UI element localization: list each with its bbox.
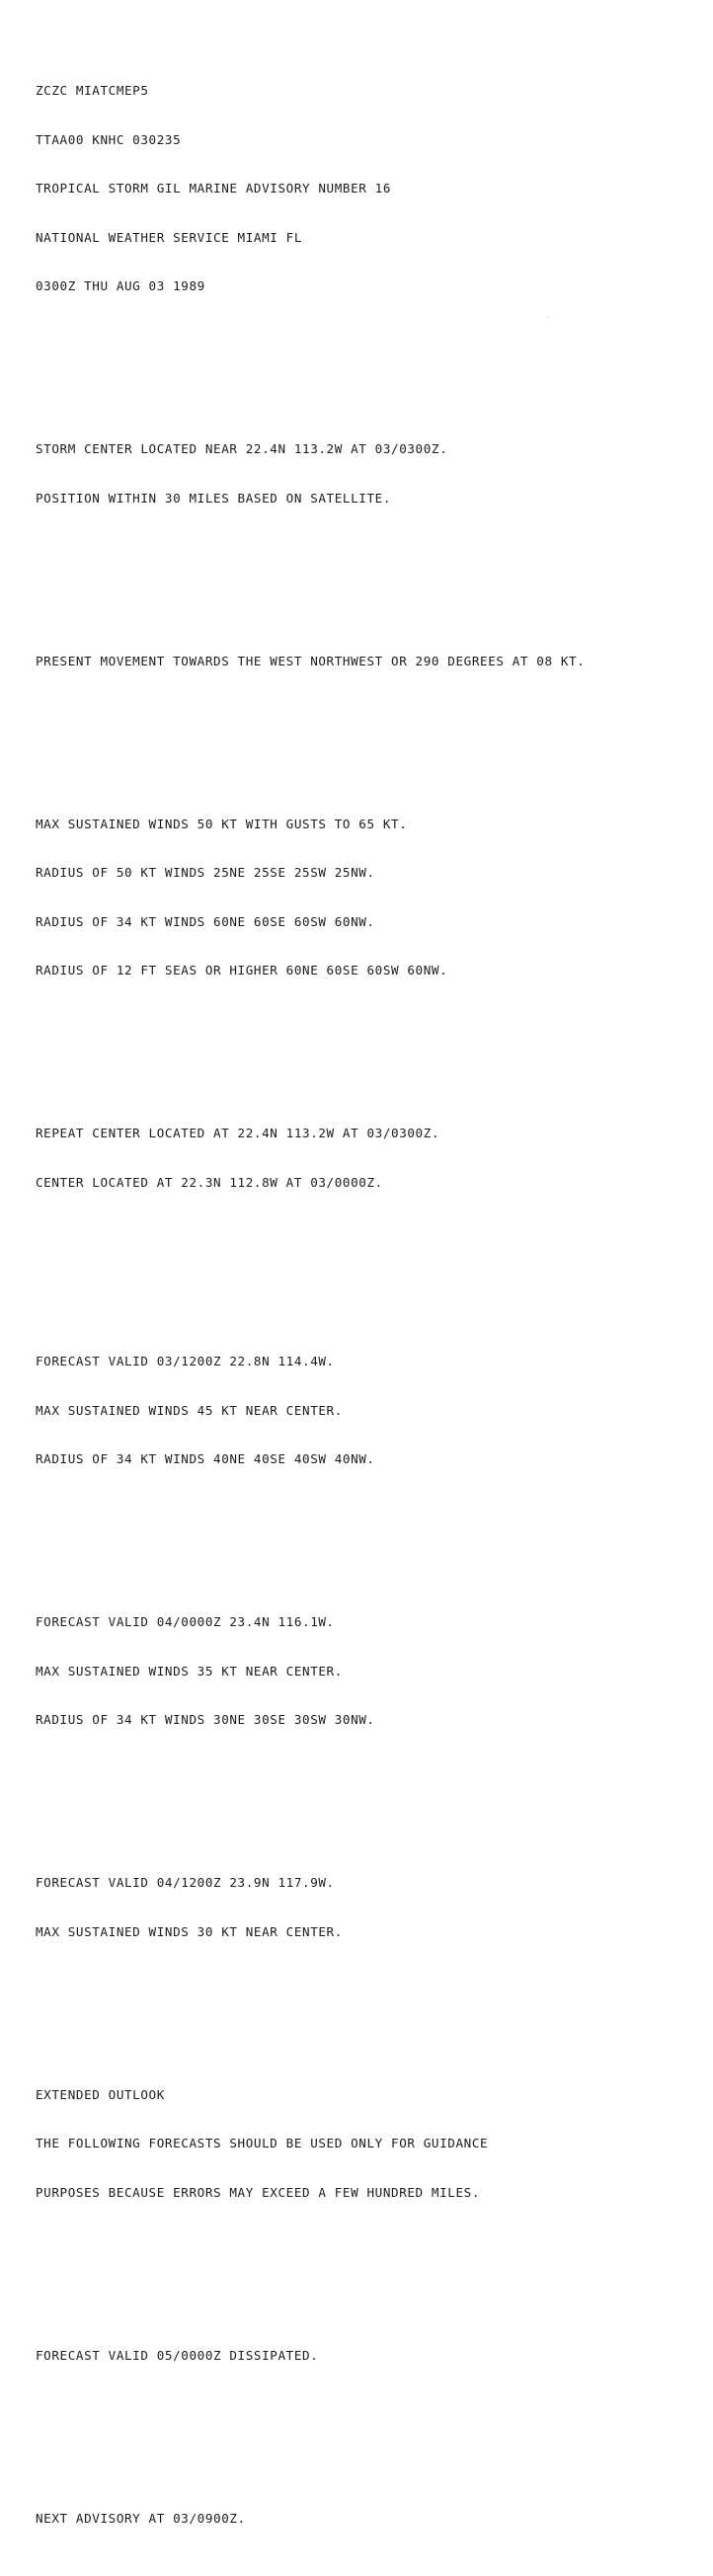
forecast-block bbox=[36, 2315, 711, 2397]
forecast-block bbox=[36, 1321, 711, 1501]
header-line: NATIONAL WEATHER SERVICE MIAMI FL bbox=[36, 229, 303, 245]
winds-line: MAX SUSTAINED WINDS 50 KT WITH GUSTS TO 65 KT. bbox=[36, 816, 408, 831]
issue-time: 0300Z THU AUG 03 1989 bbox=[36, 278, 205, 293]
movement-line: PRESENT MOVEMENT TOWARDS THE WEST NORTHWEST OR 290 DEGREES AT 08 KT. bbox=[36, 653, 586, 668]
outlook-line: PURPOSES BECAUSE ERRORS MAY EXCEED A FEW HUNDRED MILES. bbox=[36, 2184, 481, 2200]
next-advisory-line: NEXT ADVISORY AT 03/0900Z. bbox=[36, 2510, 246, 2526]
movement-block bbox=[36, 621, 711, 703]
header-block bbox=[36, 50, 711, 328]
forecast-block bbox=[36, 1842, 711, 1973]
center-line: STORM CENTER LOCATED NEAR 22.4N 113.2W AT 03/0300Z. bbox=[36, 441, 448, 456]
winds-line: RADIUS OF 50 KT WINDS 25NE 25SE 25SW 25NW. bbox=[36, 865, 375, 880]
winds-line: RADIUS OF 12 FT SEAS OR HIGHER 60NE 60SE 60SW 60NW. bbox=[36, 963, 448, 977]
repeat-block bbox=[36, 1093, 711, 1223]
outlook-heading: EXTENDED OUTLOOK bbox=[36, 2086, 165, 2102]
next-advisory-block bbox=[36, 2478, 711, 2560]
forecast-line: FORECAST VALID 03/1200Z 22.8N 114.4W. bbox=[36, 1354, 335, 1368]
forecast-line: FORECAST VALID 04/1200Z 23.9N 117.9W. bbox=[36, 1875, 335, 1890]
forecast-line: RADIUS OF 34 KT WINDS 30NE 30SE 30SW 30NW. bbox=[36, 1712, 375, 1727]
forecast-line: MAX SUSTAINED WINDS 45 KT NEAR CENTER. bbox=[36, 1402, 343, 1418]
winds-line: RADIUS OF 34 KT WINDS 60NE 60SE 60SW 60NW. bbox=[36, 913, 375, 929]
header-line: ZCZC MIATCMEP5 bbox=[36, 83, 149, 98]
repeat-line: REPEAT CENTER LOCATED AT 22.4N 113.2W AT 03/0300Z. bbox=[36, 1126, 440, 1140]
center-block bbox=[36, 409, 711, 539]
forecast-line: FORECAST VALID 05/0000Z DISSIPATED. bbox=[36, 2347, 319, 2363]
forecast-block bbox=[36, 1582, 711, 1761]
forecast-line: MAX SUSTAINED WINDS 35 KT NEAR CENTER. bbox=[36, 1663, 343, 1678]
winds-block bbox=[36, 784, 711, 1012]
outlook-line: THE FOLLOWING FORECASTS SHOULD BE USED ONLY FOR GUIDANCE bbox=[36, 2136, 489, 2150]
center-line: POSITION WITHIN 30 MILES BASED ON SATELLITE. bbox=[36, 490, 392, 506]
forecast-line: RADIUS OF 34 KT WINDS 40NE 40SE 40SW 40NW. bbox=[36, 1451, 375, 1466]
repeat-line: CENTER LOCATED AT 22.3N 112.8W AT 03/0000Z. bbox=[36, 1174, 383, 1190]
outlook-block bbox=[36, 2055, 711, 2234]
advisory-document bbox=[36, 18, 711, 2576]
forecast-line: FORECAST VALID 04/0000Z 23.4N 116.1W. bbox=[36, 1614, 335, 1629]
scan-speck-mark: · bbox=[547, 313, 550, 322]
advisory-title: TROPICAL STORM GIL MARINE ADVISORY NUMBER 16 bbox=[36, 181, 392, 195]
forecast-line: MAX SUSTAINED WINDS 30 KT NEAR CENTER. bbox=[36, 1923, 343, 1939]
header-line: TTAA00 KNHC 030235 bbox=[36, 131, 182, 147]
